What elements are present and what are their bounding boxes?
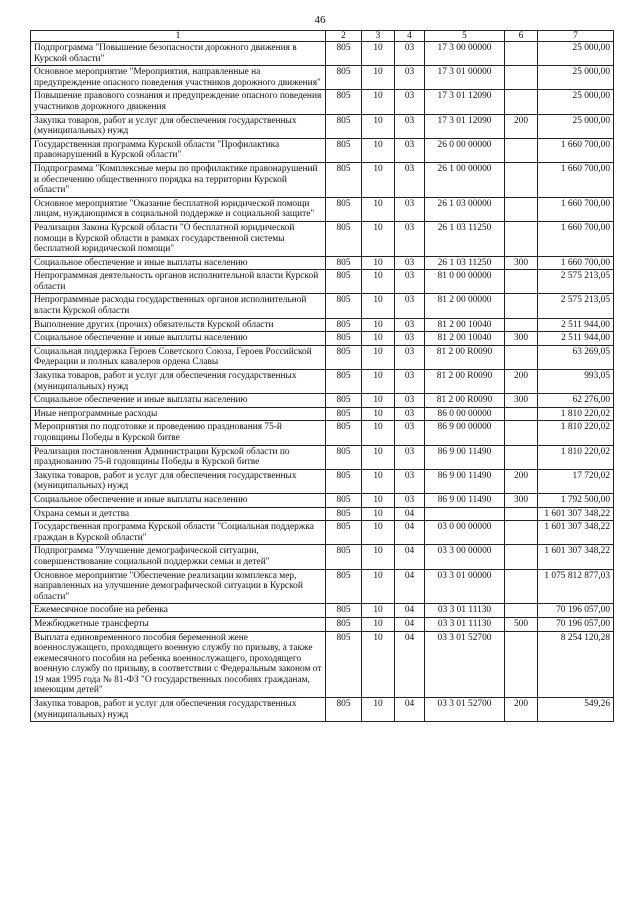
table-row bbox=[31, 469, 614, 493]
row-name-cell: Социальная поддержка Героев Советского Союза, Героев Российской Федерации и полных кавалеров ордена Славы bbox=[31, 345, 326, 369]
expense-type-cell bbox=[505, 294, 538, 318]
row-name-cell: Непрограммные расходы государственных органов исполнительной власти Курской области bbox=[31, 294, 326, 318]
table-row bbox=[31, 221, 614, 256]
row-name-cell: Межбюджетные трансферты bbox=[31, 617, 326, 631]
target-article-cell: 03 3 01 11130 bbox=[425, 617, 505, 631]
amount-cell: 25 000,00 bbox=[538, 114, 614, 138]
ministry-code-cell: 805 bbox=[326, 42, 362, 66]
column-header: 3 bbox=[362, 31, 395, 42]
expense-type-cell: 200 bbox=[505, 370, 538, 394]
target-article-cell: 17 3 01 00000 bbox=[425, 66, 505, 90]
target-article-cell: 03 3 00 00000 bbox=[425, 545, 505, 569]
expense-type-cell bbox=[505, 545, 538, 569]
amount-cell: 1 601 307 348,22 bbox=[538, 507, 614, 521]
expense-type-cell: 300 bbox=[505, 493, 538, 507]
amount-cell: 70 196 057,00 bbox=[538, 617, 614, 631]
table-row bbox=[31, 66, 614, 90]
amount-cell: 2 575 213,05 bbox=[538, 270, 614, 294]
amount-cell: 1 660 700,00 bbox=[538, 197, 614, 221]
ministry-code-cell: 805 bbox=[326, 521, 362, 545]
amount-cell: 25 000,00 bbox=[538, 66, 614, 90]
subsection-code-cell: 04 bbox=[395, 604, 425, 618]
amount-cell: 17 720,02 bbox=[538, 469, 614, 493]
target-article-cell bbox=[425, 507, 505, 521]
table-row bbox=[31, 631, 614, 698]
target-article-cell: 86 0 00 00000 bbox=[425, 407, 505, 421]
amount-cell: 1 601 307 348,22 bbox=[538, 521, 614, 545]
row-name-cell: Ежемесячное пособие на ребенка bbox=[31, 604, 326, 618]
budget-table bbox=[30, 30, 614, 722]
table-row bbox=[31, 407, 614, 421]
section-code-cell: 10 bbox=[362, 318, 395, 332]
expense-type-cell bbox=[505, 270, 538, 294]
target-article-cell: 81 2 00 R0090 bbox=[425, 370, 505, 394]
subsection-code-cell: 03 bbox=[395, 270, 425, 294]
section-code-cell: 10 bbox=[362, 698, 395, 722]
ministry-code-cell: 805 bbox=[326, 256, 362, 270]
section-code-cell: 10 bbox=[362, 631, 395, 698]
table-row bbox=[31, 162, 614, 197]
subsection-code-cell: 03 bbox=[395, 221, 425, 256]
ministry-code-cell: 805 bbox=[326, 345, 362, 369]
subsection-code-cell: 03 bbox=[395, 294, 425, 318]
amount-cell: 1 660 700,00 bbox=[538, 221, 614, 256]
section-code-cell: 10 bbox=[362, 221, 395, 256]
ministry-code-cell: 805 bbox=[326, 445, 362, 469]
subsection-code-cell: 03 bbox=[395, 318, 425, 332]
target-article-cell: 86 9 00 11490 bbox=[425, 445, 505, 469]
target-article-cell: 26 1 03 11250 bbox=[425, 221, 505, 256]
subsection-code-cell: 04 bbox=[395, 631, 425, 698]
row-name-cell: Основное мероприятие "Обеспечение реализации комплекса мер, направленных на улучшение демографической ситуации в Курской области" bbox=[31, 569, 326, 604]
amount-cell: 63 269,05 bbox=[538, 345, 614, 369]
row-name-cell: Выполнение других (прочих) обязательств Курской области bbox=[31, 318, 326, 332]
row-name-cell: Подпрограмма "Улучшение демографической ситуации, совершенствование социальной поддержки семьи и детей" bbox=[31, 545, 326, 569]
expense-type-cell bbox=[505, 421, 538, 445]
section-code-cell: 10 bbox=[362, 332, 395, 346]
column-header: 4 bbox=[395, 31, 425, 42]
expense-type-cell bbox=[505, 197, 538, 221]
target-article-cell: 86 9 00 00000 bbox=[425, 421, 505, 445]
row-name-cell: Социальное обеспечение и иные выплаты населению bbox=[31, 256, 326, 270]
subsection-code-cell: 03 bbox=[395, 66, 425, 90]
amount-cell: 549,26 bbox=[538, 698, 614, 722]
section-code-cell: 10 bbox=[362, 569, 395, 604]
subsection-code-cell: 03 bbox=[395, 114, 425, 138]
row-name-cell: Мероприятия по подготовке и проведению празднования 75-й годовщины Победы в Курской битве bbox=[31, 421, 326, 445]
expense-type-cell bbox=[505, 138, 538, 162]
row-name-cell: Социальное обеспечение и иные выплаты населению bbox=[31, 394, 326, 408]
section-code-cell: 10 bbox=[362, 545, 395, 569]
target-article-cell: 86 9 00 11490 bbox=[425, 469, 505, 493]
expense-type-cell bbox=[505, 90, 538, 114]
row-name-cell: Социальное обеспечение и иные выплаты населению bbox=[31, 332, 326, 346]
subsection-code-cell: 03 bbox=[395, 370, 425, 394]
expense-type-cell bbox=[505, 345, 538, 369]
section-code-cell: 10 bbox=[362, 197, 395, 221]
row-name-cell: Иные непрограммные расходы bbox=[31, 407, 326, 421]
table-row bbox=[31, 345, 614, 369]
amount-cell: 62 276,00 bbox=[538, 394, 614, 408]
table-row bbox=[31, 90, 614, 114]
amount-cell: 25 000,00 bbox=[538, 90, 614, 114]
ministry-code-cell: 805 bbox=[326, 197, 362, 221]
ministry-code-cell: 805 bbox=[326, 370, 362, 394]
ministry-code-cell: 805 bbox=[326, 138, 362, 162]
target-article-cell: 81 2 00 R0090 bbox=[425, 394, 505, 408]
column-header: 5 bbox=[425, 31, 505, 42]
subsection-code-cell: 03 bbox=[395, 256, 425, 270]
subsection-code-cell: 04 bbox=[395, 507, 425, 521]
amount-cell: 1 601 307 348,22 bbox=[538, 545, 614, 569]
section-code-cell: 10 bbox=[362, 604, 395, 618]
table-row bbox=[31, 569, 614, 604]
section-code-cell: 10 bbox=[362, 521, 395, 545]
table-row bbox=[31, 617, 614, 631]
target-article-cell: 81 2 00 00000 bbox=[425, 294, 505, 318]
row-name-cell: Закупка товаров, работ и услуг для обеспечения государственных (муниципальных) нужд bbox=[31, 469, 326, 493]
ministry-code-cell: 805 bbox=[326, 631, 362, 698]
row-name-cell: Повышение правового сознания и предупреждение опасного поведения участников дорожного движения bbox=[31, 90, 326, 114]
expense-type-cell: 300 bbox=[505, 256, 538, 270]
row-name-cell: Подпрограмма "Комплексные меры по профилактике правонарушений и обеспечению общественного порядка на территории Курской области" bbox=[31, 162, 326, 197]
subsection-code-cell: 04 bbox=[395, 545, 425, 569]
page-number: 46 bbox=[314, 14, 326, 26]
table-row bbox=[31, 256, 614, 270]
table-row bbox=[31, 521, 614, 545]
expense-type-cell bbox=[505, 407, 538, 421]
table-row bbox=[31, 138, 614, 162]
target-article-cell: 03 3 01 11130 bbox=[425, 604, 505, 618]
table-row bbox=[31, 507, 614, 521]
amount-cell: 1 660 700,00 bbox=[538, 138, 614, 162]
expense-type-cell bbox=[505, 66, 538, 90]
ministry-code-cell: 805 bbox=[326, 469, 362, 493]
expense-type-cell bbox=[505, 631, 538, 698]
target-article-cell: 81 2 00 10040 bbox=[425, 332, 505, 346]
section-code-cell: 10 bbox=[362, 345, 395, 369]
section-code-cell: 10 bbox=[362, 138, 395, 162]
expense-type-cell bbox=[505, 445, 538, 469]
section-code-cell: 10 bbox=[362, 294, 395, 318]
target-article-cell: 03 3 01 52700 bbox=[425, 698, 505, 722]
subsection-code-cell: 03 bbox=[395, 407, 425, 421]
table-row bbox=[31, 604, 614, 618]
section-code-cell: 10 bbox=[362, 270, 395, 294]
target-article-cell: 86 9 00 11490 bbox=[425, 493, 505, 507]
expense-type-cell: 300 bbox=[505, 332, 538, 346]
table-row bbox=[31, 394, 614, 408]
table-row bbox=[31, 545, 614, 569]
row-name-cell: Государственная программа Курской области "Профилактика правонарушений в Курской области" bbox=[31, 138, 326, 162]
amount-cell: 1 810 220,02 bbox=[538, 421, 614, 445]
amount-cell: 8 254 120,28 bbox=[538, 631, 614, 698]
table-row bbox=[31, 114, 614, 138]
target-article-cell: 26 1 00 00000 bbox=[425, 162, 505, 197]
ministry-code-cell: 805 bbox=[326, 66, 362, 90]
section-code-cell: 10 bbox=[362, 445, 395, 469]
table-row bbox=[31, 197, 614, 221]
row-name-cell: Основное мероприятие "Мероприятия, направленные на предупреждение опасного поведения участников дорожного движения" bbox=[31, 66, 326, 90]
row-name-cell: Государственная программа Курской области "Социальная поддержка граждан в Курской области" bbox=[31, 521, 326, 545]
subsection-code-cell: 03 bbox=[395, 493, 425, 507]
section-code-cell: 10 bbox=[362, 114, 395, 138]
subsection-code-cell: 03 bbox=[395, 469, 425, 493]
table-row bbox=[31, 332, 614, 346]
ministry-code-cell: 805 bbox=[326, 162, 362, 197]
expense-type-cell: 200 bbox=[505, 469, 538, 493]
subsection-code-cell: 03 bbox=[395, 162, 425, 197]
amount-cell: 1 075 812 877,03 bbox=[538, 569, 614, 604]
expense-type-cell bbox=[505, 507, 538, 521]
target-article-cell: 03 3 01 52700 bbox=[425, 631, 505, 698]
section-code-cell: 10 bbox=[362, 407, 395, 421]
row-name-cell: Закупка товаров, работ и услуг для обеспечения государственных (муниципальных) нужд bbox=[31, 698, 326, 722]
target-article-cell: 26 0 00 00000 bbox=[425, 138, 505, 162]
column-header: 6 bbox=[505, 31, 538, 42]
target-article-cell: 81 0 00 00000 bbox=[425, 270, 505, 294]
row-name-cell: Основное мероприятие "Оказание бесплатной юридической помощи лицам, нуждающимся в социальной поддержке и социальной защите" bbox=[31, 197, 326, 221]
row-name-cell: Закупка товаров, работ и услуг для обеспечения государственных (муниципальных) нужд bbox=[31, 370, 326, 394]
subsection-code-cell: 03 bbox=[395, 394, 425, 408]
expense-type-cell bbox=[505, 221, 538, 256]
section-code-cell: 10 bbox=[362, 493, 395, 507]
table-row bbox=[31, 445, 614, 469]
section-code-cell: 10 bbox=[362, 617, 395, 631]
ministry-code-cell: 805 bbox=[326, 270, 362, 294]
row-name-cell: Реализация постановления Администрации Курской области по празднованию 75-й годовщины Победы в Курской битве bbox=[31, 445, 326, 469]
ministry-code-cell: 805 bbox=[326, 493, 362, 507]
amount-cell: 1 660 700,00 bbox=[538, 162, 614, 197]
subsection-code-cell: 04 bbox=[395, 617, 425, 631]
row-name-cell: Социальное обеспечение и иные выплаты населению bbox=[31, 493, 326, 507]
section-code-cell: 10 bbox=[362, 90, 395, 114]
row-name-cell: Реализация Закона Курской области "О бесплатной юридической помощи в Курской области в рамках государственной системы бесплатной юридической помощи" bbox=[31, 221, 326, 256]
table-row bbox=[31, 698, 614, 722]
row-name-cell: Выплата единовременного пособия беременной жене военнослужащего, проходящего военную службу по призыву, а также ежемесячного пособия на ребенка военнослужащего, проходящего военную службу по призыву, в соответствии с Федеральным законом от 19 мая 1995 года № 81-ФЗ "О государственных пособиях гражданам, имеющим детей" bbox=[31, 631, 326, 698]
table-row bbox=[31, 421, 614, 445]
ministry-code-cell: 805 bbox=[326, 221, 362, 256]
target-article-cell: 26 1 03 00000 bbox=[425, 197, 505, 221]
section-code-cell: 10 bbox=[362, 162, 395, 197]
ministry-code-cell: 805 bbox=[326, 569, 362, 604]
target-article-cell: 17 3 00 00000 bbox=[425, 42, 505, 66]
row-name-cell: Непрограммная деятельность органов исполнительной власти Курской области bbox=[31, 270, 326, 294]
subsection-code-cell: 03 bbox=[395, 332, 425, 346]
amount-cell: 25 000,00 bbox=[538, 42, 614, 66]
expense-type-cell bbox=[505, 569, 538, 604]
section-code-cell: 10 bbox=[362, 469, 395, 493]
section-code-cell: 10 bbox=[362, 66, 395, 90]
expense-type-cell bbox=[505, 318, 538, 332]
expense-type-cell: 300 bbox=[505, 394, 538, 408]
subsection-code-cell: 04 bbox=[395, 698, 425, 722]
target-article-cell: 03 3 01 00000 bbox=[425, 569, 505, 604]
row-name-cell: Закупка товаров, работ и услуг для обеспечения государственных (муниципальных) нужд bbox=[31, 114, 326, 138]
table-row bbox=[31, 42, 614, 66]
amount-cell: 2 575 213,05 bbox=[538, 294, 614, 318]
ministry-code-cell: 805 bbox=[326, 617, 362, 631]
target-article-cell: 03 0 00 00000 bbox=[425, 521, 505, 545]
target-article-cell: 26 1 03 11250 bbox=[425, 256, 505, 270]
expense-type-cell bbox=[505, 162, 538, 197]
ministry-code-cell: 805 bbox=[326, 90, 362, 114]
amount-cell: 1 810 220,02 bbox=[538, 445, 614, 469]
subsection-code-cell: 04 bbox=[395, 521, 425, 545]
table-row bbox=[31, 493, 614, 507]
column-header: 1 bbox=[31, 31, 326, 42]
subsection-code-cell: 03 bbox=[395, 421, 425, 445]
table-row bbox=[31, 370, 614, 394]
expense-type-cell: 500 bbox=[505, 617, 538, 631]
amount-cell: 1 660 700,00 bbox=[538, 256, 614, 270]
amount-cell: 70 196 057,00 bbox=[538, 604, 614, 618]
target-article-cell: 17 3 01 12090 bbox=[425, 114, 505, 138]
subsection-code-cell: 03 bbox=[395, 345, 425, 369]
ministry-code-cell: 805 bbox=[326, 421, 362, 445]
amount-cell: 1 792 500,00 bbox=[538, 493, 614, 507]
ministry-code-cell: 805 bbox=[326, 114, 362, 138]
amount-cell: 1 810 220,02 bbox=[538, 407, 614, 421]
expense-type-cell bbox=[505, 521, 538, 545]
expense-type-cell bbox=[505, 604, 538, 618]
target-article-cell: 81 2 00 10040 bbox=[425, 318, 505, 332]
section-code-cell: 10 bbox=[362, 256, 395, 270]
ministry-code-cell: 805 bbox=[326, 332, 362, 346]
amount-cell: 2 511 944,00 bbox=[538, 318, 614, 332]
expense-type-cell: 200 bbox=[505, 698, 538, 722]
section-code-cell: 10 bbox=[362, 42, 395, 66]
section-code-cell: 10 bbox=[362, 507, 395, 521]
subsection-code-cell: 03 bbox=[395, 138, 425, 162]
table-row bbox=[31, 294, 614, 318]
table-row bbox=[31, 318, 614, 332]
section-code-cell: 10 bbox=[362, 394, 395, 408]
subsection-code-cell: 03 bbox=[395, 197, 425, 221]
target-article-cell: 81 2 00 R0090 bbox=[425, 345, 505, 369]
ministry-code-cell: 805 bbox=[326, 318, 362, 332]
ministry-code-cell: 805 bbox=[326, 698, 362, 722]
subsection-code-cell: 04 bbox=[395, 569, 425, 604]
section-code-cell: 10 bbox=[362, 421, 395, 445]
target-article-cell: 17 3 01 12090 bbox=[425, 90, 505, 114]
subsection-code-cell: 03 bbox=[395, 445, 425, 469]
subsection-code-cell: 03 bbox=[395, 42, 425, 66]
ministry-code-cell: 805 bbox=[326, 507, 362, 521]
table-header-row bbox=[31, 31, 614, 42]
ministry-code-cell: 805 bbox=[326, 545, 362, 569]
expense-type-cell bbox=[505, 42, 538, 66]
table-row bbox=[31, 270, 614, 294]
ministry-code-cell: 805 bbox=[326, 604, 362, 618]
column-header: 7 bbox=[538, 31, 614, 42]
row-name-cell: Охрана семьи и детства bbox=[31, 507, 326, 521]
subsection-code-cell: 03 bbox=[395, 90, 425, 114]
section-code-cell: 10 bbox=[362, 370, 395, 394]
ministry-code-cell: 805 bbox=[326, 407, 362, 421]
amount-cell: 993,05 bbox=[538, 370, 614, 394]
ministry-code-cell: 805 bbox=[326, 294, 362, 318]
amount-cell: 2 511 944,00 bbox=[538, 332, 614, 346]
column-header: 2 bbox=[326, 31, 362, 42]
row-name-cell: Подпрограмма "Повышение безопасности дорожного движения в Курской области" bbox=[31, 42, 326, 66]
ministry-code-cell: 805 bbox=[326, 394, 362, 408]
expense-type-cell: 200 bbox=[505, 114, 538, 138]
